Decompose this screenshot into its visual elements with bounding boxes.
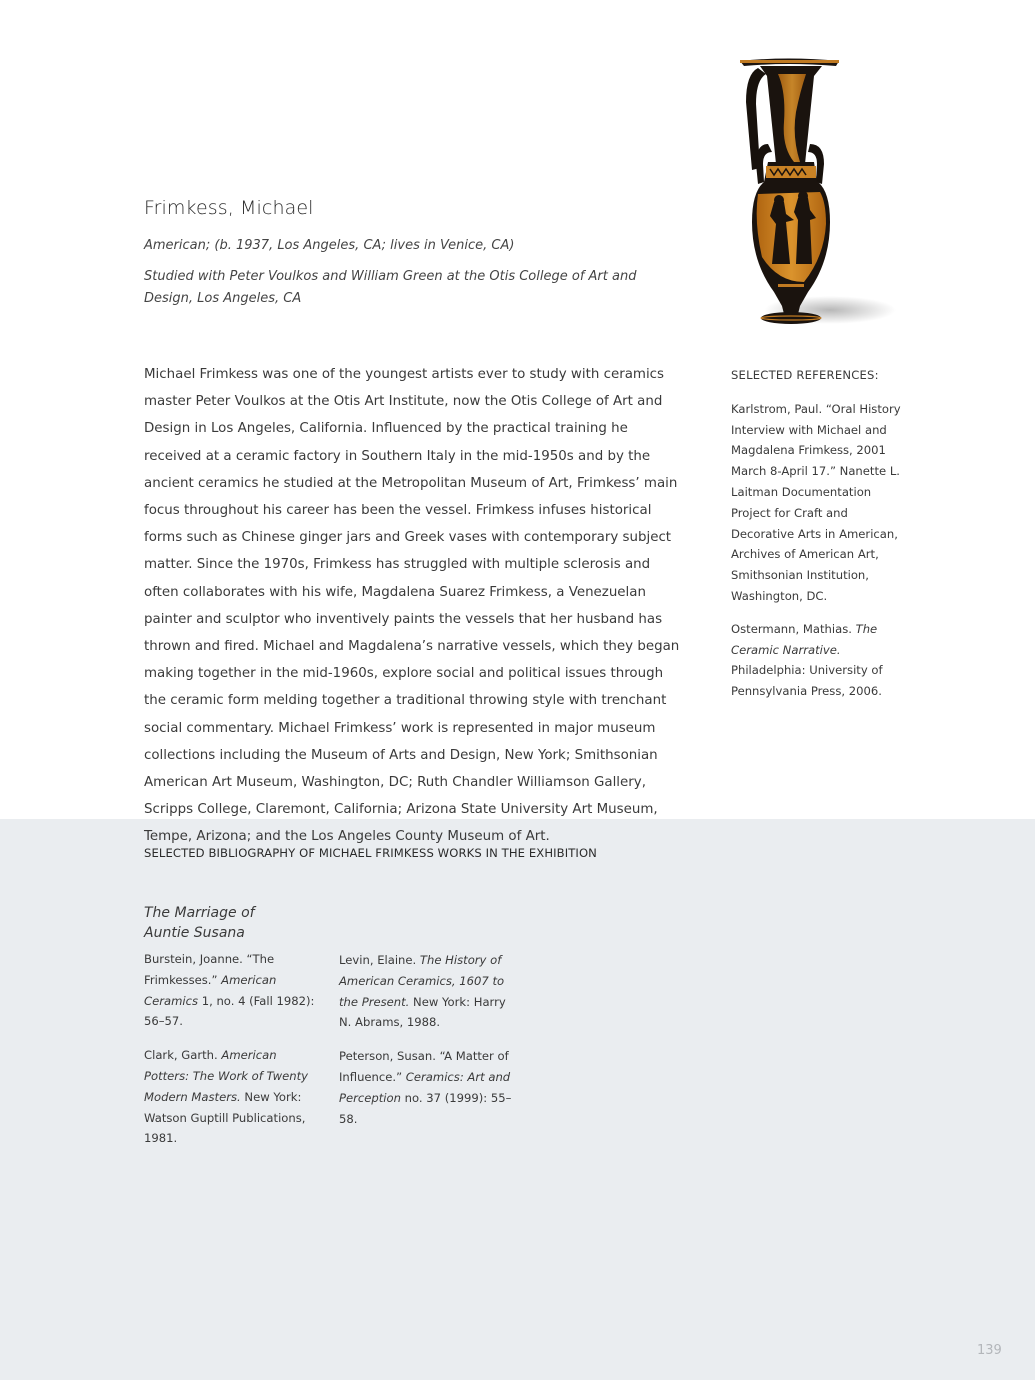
bibliography-item: Levin, Elaine. The History of American Ceramics, 1607 to the Present. New York: Harry N. Abrams, 1988. [339, 953, 506, 1030]
page-number: 139 [977, 1343, 1002, 1358]
bibliography-column-2 [339, 950, 519, 1142]
artist-study: Studied with Peter Voulkos and William Green at the Otis College of Art and Design, Los Angeles, CA [144, 269, 637, 306]
bibliography-item: Clark, Garth. American Potters: The Work of Twenty Modern Masters. New York: Watson Guptill Publications, 1981. [144, 1048, 309, 1146]
references-heading: SELECTED REFERENCES: [731, 368, 879, 382]
work-title: The Marriage of Auntie Susana [144, 905, 255, 941]
artist-name: Frimkess, Michael [144, 197, 314, 219]
bibliography-item: Burstein, Joanne. “The Frimkesses.” American Ceramics 1, no. 4 (Fall 1982): 56–57. [144, 952, 315, 1029]
reference-item: Ostermann, Mathias. The Ceramic Narrative. Philadelphia: University of Pennsylvania Press, 2006. [731, 621, 883, 699]
reference-item: Karlstrom, Paul. “Oral History Interview with Michael and Magdalena Frimkess, 2001 March 8-April 17.” Nanette L. Laitman Documentation Project for Craft and Decorative Arts in American, Archives of American Art, Smithsonian Institution, Washington, DC. [731, 401, 901, 603]
bibliography-item: Peterson, Susan. “A Matter of Influence.” Ceramics: Art and Perception no. 37 (1999): 55–58. [339, 1049, 512, 1126]
artist-meta: American; (b. 1937, Los Angeles, CA; lives in Venice, CA) [144, 238, 515, 253]
bibliography-heading: SELECTED BIBLIOGRAPHY OF MICHAEL FRIMKESS WORKS IN THE EXHIBITION [144, 846, 597, 860]
selected-references [731, 365, 911, 714]
artist-biography: Michael Frimkess was one of the youngest artists ever to study with ceramics master Peter Voulkos at the Otis Art Institute, now the Otis College of Art and Design in Los Angeles, California. Influenced by the practical training he received at a ceramic factory in Southern Italy in the mid-1950s and by the ancient ceramics he studied at the Metropolitan Museum of Art, Frimkess’ main focus throughout his career has been the vessel. Frimkess infuses historical forms such as Chinese ginger jars and Greek vases with contemporary subject matter. Since the 1970s, Frimkess has struggled with multiple sclerosis and often collaborates with his wife, Magdalena Suarez Frimkess, a Venezuelan painter and sculptor who inventively paints the vessels that her husband has thrown and fired. Michael and Magdalena’s narrative vessels, which they began making together in the mid-1960s, explore social and political issues through the ceramic form melding together a traditional throwing style with trenchant social commentary. Michael Frimkess’ work is represented in major museum collections including the Museum of Arts and Design, New York; Smithsonian American Art Museum, Washington, DC; Ruth Chandler Williamson Gallery, Scripps College, Claremont, California; Arizona State University Art Museum, Tempe, Arizona; and the Los Angeles County Museum of Art. [144, 367, 680, 845]
bibliography-column-1 [144, 949, 316, 1162]
greek-lekythos-vase-image [718, 52, 898, 337]
